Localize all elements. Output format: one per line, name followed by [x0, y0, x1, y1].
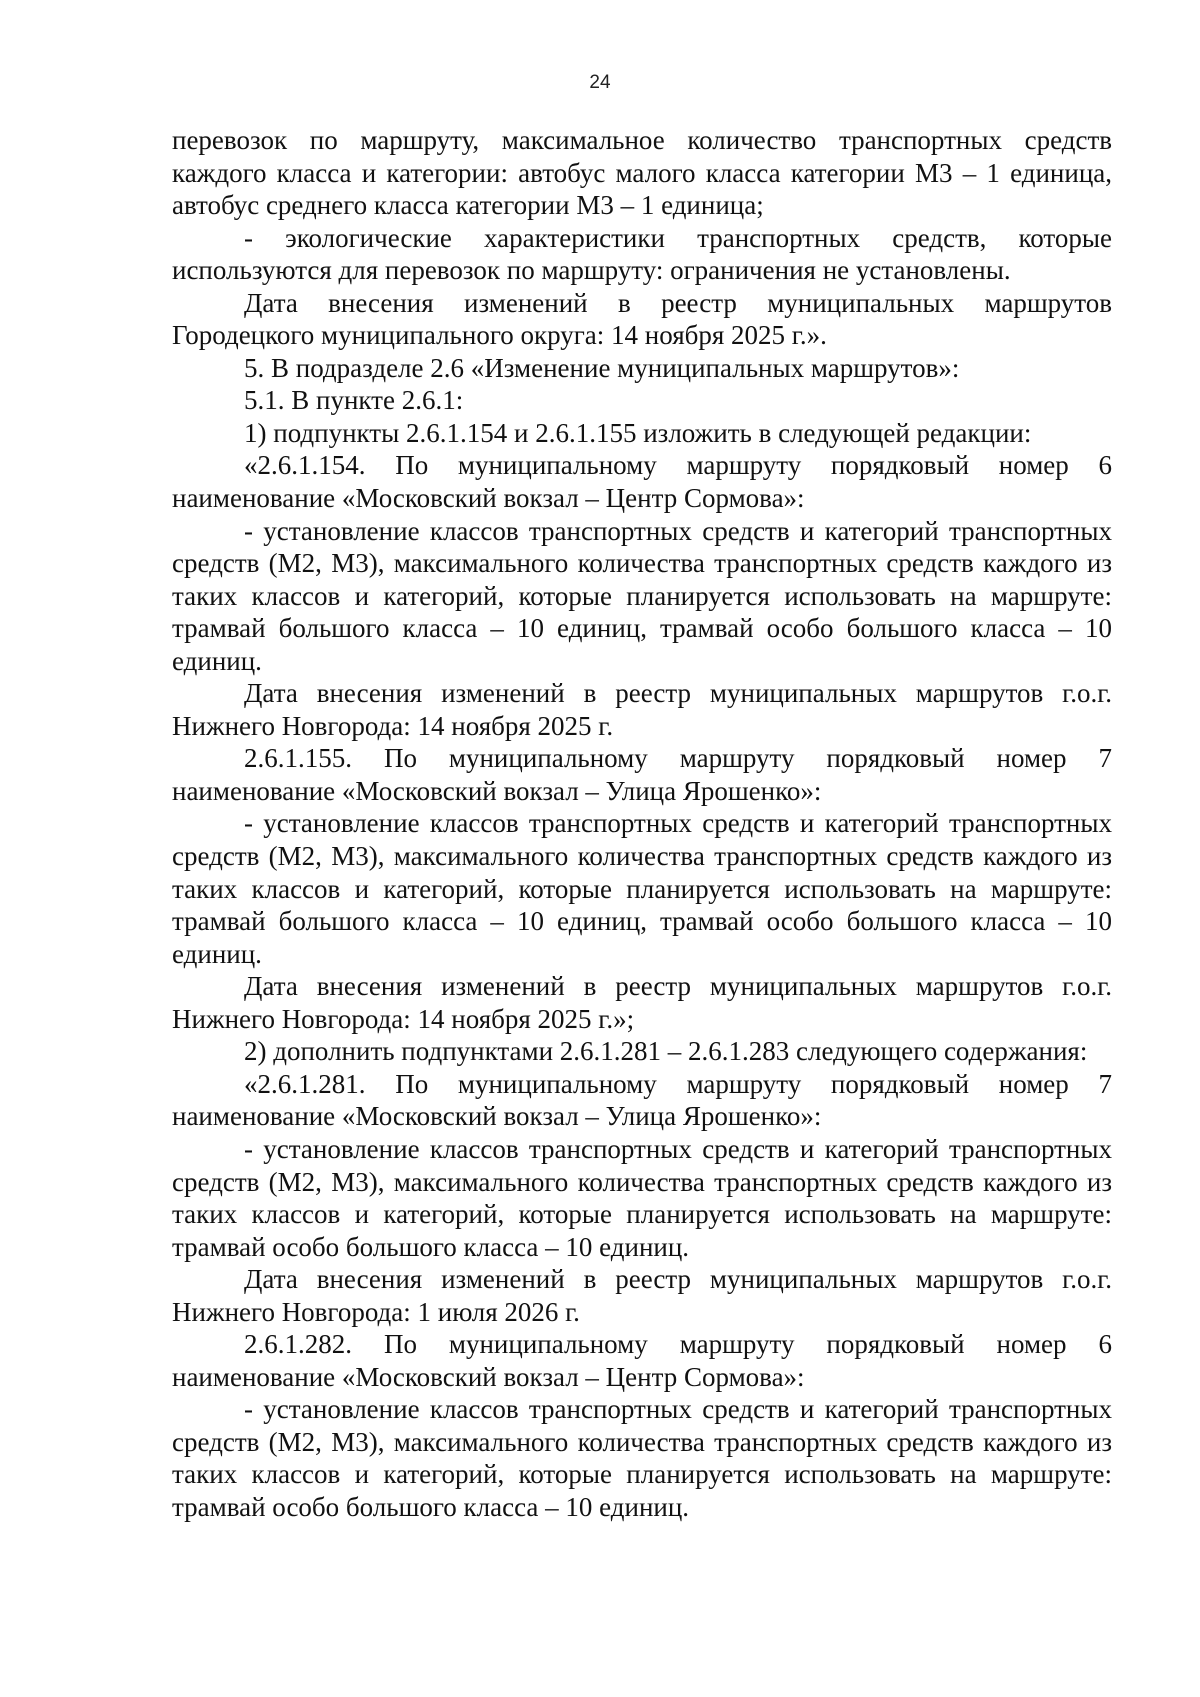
paragraph: 1) подпункты 2.6.1.154 и 2.6.1.155 изложить в следующей редакции:	[244, 417, 1032, 448]
paragraph: - установление классов транспортных средств и категорий транспортных средств (М2, М3), максимального количества транспортных средств каждого из таких классов и категорий, которые планируется использовать на маршруте: трамвай особо большого класса – 10 единиц.	[172, 1133, 1112, 1262]
paragraph: 2) дополнить подпунктами 2.6.1.281 – 2.6.1.283 следующего содержания:	[244, 1036, 1088, 1067]
paragraph: Дата внесения изменений в реестр муниципальных маршрутов г.о.г. Нижнего Новгорода: 1 июля 2026 г.	[172, 1264, 1112, 1327]
paragraph: - установление классов транспортных средств и категорий транспортных средств (М2, М3), максимального количества транспортных средств каждого из таких классов и категорий, которые планируется использовать на маршруте: трамвай особо большого класса – 10 единиц.	[172, 1394, 1112, 1522]
paragraph: 5.1. В пункте 2.6.1:	[244, 385, 464, 416]
document-body	[172, 124, 1112, 1524]
paragraph: - установление классов транспортных средств и категорий транспортных средств (М2, М3), максимального количества транспортных средств каждого из таких классов и категорий, которые планируется использовать на маршруте: трамвай большого класса – 10 единиц, трамвай особо большого класса – 10 единиц.	[172, 808, 1112, 969]
paragraph: 5. В подразделе 2.6 «Изменение муниципальных маршрутов»:	[244, 352, 960, 383]
paragraph: Дата внесения изменений в реестр муниципальных маршрутов г.о.г. Нижнего Новгорода: 14 ноября 2025 г.	[172, 678, 1112, 741]
paragraph: 2.6.1.282. По муниципальному маршруту порядковый номер 6 наименование «Московский вокзал – Центр Сормова»:	[172, 1329, 1112, 1392]
page-number: 24	[589, 72, 611, 93]
paragraph: перевозок по маршруту, максимальное количество транспортных средств каждого класса и категории: автобус малого класса категории М3 – 1 единица, автобус среднего класса категории М3 – 1 единица;	[172, 125, 1112, 221]
paragraph: Дата внесения изменений в реестр муниципальных маршрутов г.о.г. Нижнего Новгорода: 14 ноября 2025 г.»;	[172, 971, 1112, 1034]
paragraph: «2.6.1.281. По муниципальному маршруту порядковый номер 7 наименование «Московский вокзал – Улица Ярошенко»:	[172, 1068, 1112, 1132]
paragraph: - экологические характеристики транспортных средств, которые используются для перевозок по маршруту: ограничения не установлены.	[172, 222, 1112, 286]
paragraph: «2.6.1.154. По муниципальному маршруту порядковый номер 6 наименование «Московский вокзал – Центр Сормова»:	[172, 450, 1112, 514]
paragraph: Дата внесения изменений в реестр муниципальных маршрутов Городецкого муниципального округа: 14 ноября 2025 г.».	[172, 287, 1112, 351]
paragraph: 2.6.1.155. По муниципальному маршруту порядковый номер 7 наименование «Московский вокзал – Улица Ярошенко»:	[172, 743, 1112, 806]
paragraph: - установление классов транспортных средств и категорий транспортных средств (М2, М3), максимального количества транспортных средств каждого из таких классов и категорий, которые планируется использовать на маршруте: трамвай большого класса – 10 единиц, трамвай особо большого класса – 10 единиц.	[172, 515, 1112, 676]
